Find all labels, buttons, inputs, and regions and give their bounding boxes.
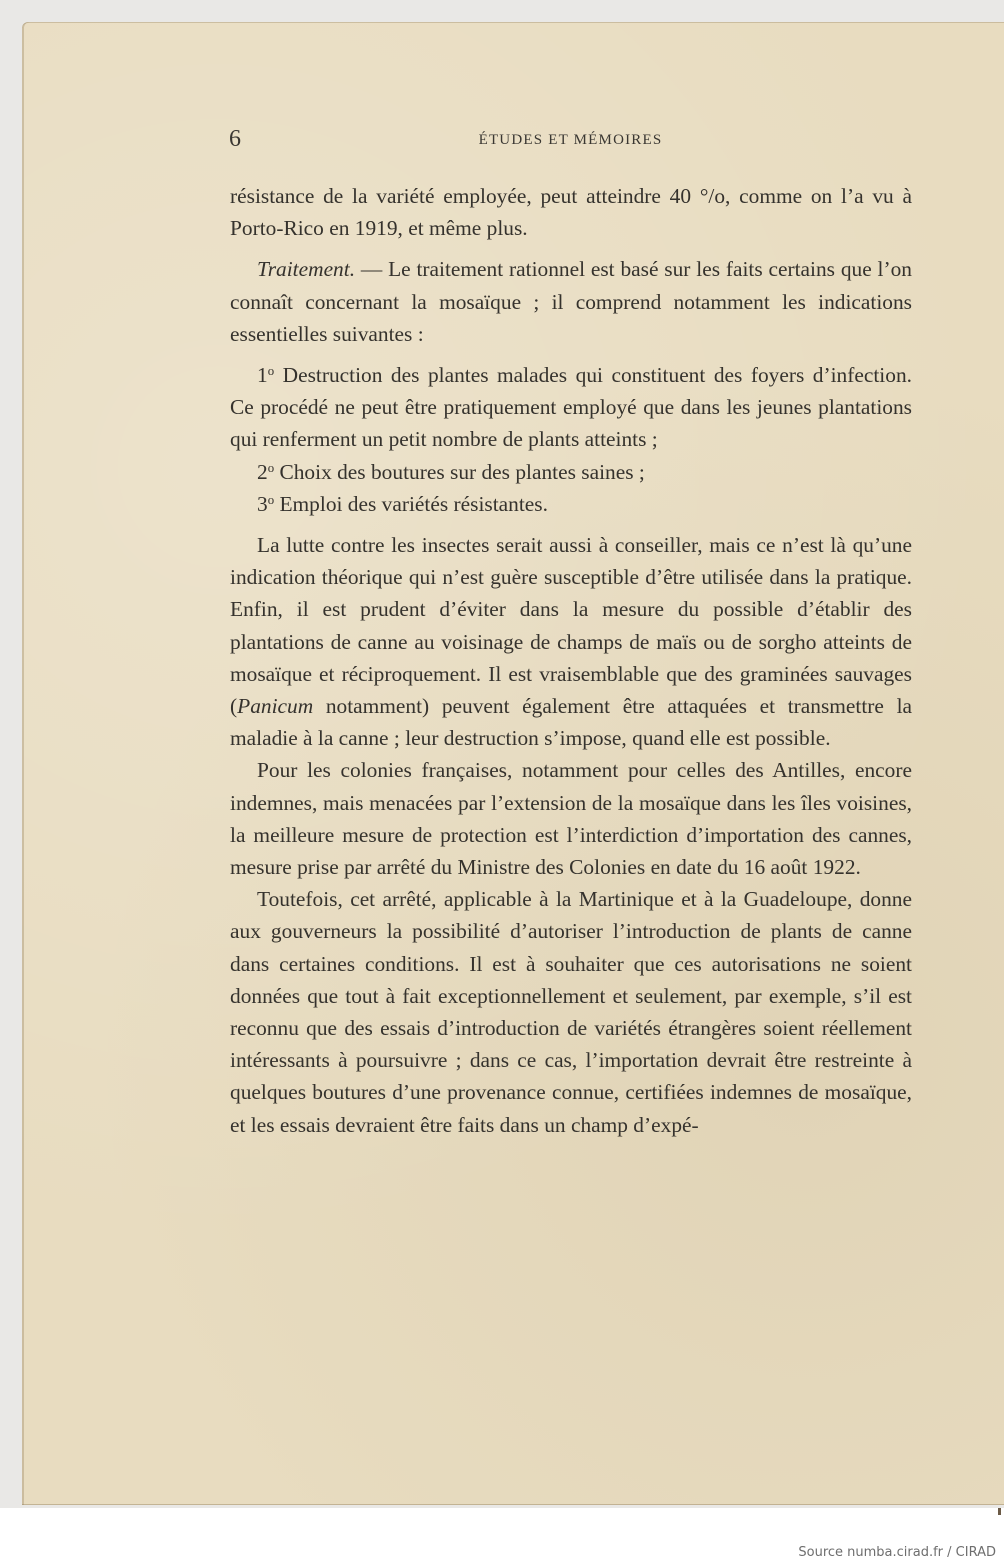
paragraph-treatment (230, 253, 912, 350)
list-item (230, 456, 912, 488)
paragraph (230, 529, 912, 754)
genus-name: Panicum (237, 694, 314, 719)
list-number: 3 (257, 491, 268, 516)
running-head (229, 124, 912, 154)
list-item-text: Emploi des variétés résistantes. (274, 491, 548, 516)
list-item (230, 488, 912, 520)
list-item (230, 359, 912, 456)
scan-artifact (998, 1508, 1001, 1515)
paragraph-text: notamment) peuvent également être attaquées et transmettre la maladie à la canne ; leur destruction s’impose, quand elle est possible. (230, 694, 912, 751)
ordinal-mark: o (267, 492, 275, 507)
ordinal-mark: o (267, 363, 275, 378)
source-credit: Source numba.cirad.fr / CIRAD (798, 1545, 996, 1560)
paragraph-text: — Le traitement rationnel est basé sur les faits certains que l’on connaît concernant la mosaïque ; il comprend notamment les indications essentielles suivantes : (230, 257, 912, 346)
paragraph-text: La lutte contre les insectes serait aussi à conseiller, mais ce n’est là qu’une indication théorique qui n’est guère susceptible d’être utilisée dans la pratique. Enfin, il est prudent d’éviter dans la mesure du possible d’établir des plantations de canne au voisinage de champs de maïs ou de sorgho atteints de mosaïque et réciproquement. Il est vraisemblable que des graminées sauvages ( (230, 533, 912, 719)
ordinal-mark: o (267, 460, 275, 475)
paragraph: Pour les colonies françaises, notamment pour celles des Antilles, encore indemnes, mais menacées par l’extension de la mosaïque dans les îles voisines, la meilleure mesure de protection est l’interdiction d’importation des cannes, mesure prise par arrêté du Ministre des Colonies en date du 16 août 1922. (230, 758, 912, 880)
running-head-title: ÉTUDES ET MÉMOIRES (478, 132, 663, 148)
list-item-text: Destruction des plantes malades qui constituent des foyers d’infection. Ce procédé ne peut être pratiquement employé que dans les jeunes plantations qui renferment un petit nombre de plants atteints ; (230, 363, 912, 452)
paragraph: Toutefois, cet arrêté, applicable à la Martinique et à la Guadeloupe, donne aux gouverneurs la possibilité d’autoriser l’introduction de plants de canne dans certaines conditions. Il est à souhaiter que ces autorisations ne soient données que tout à fait exceptionnellement et seulement, par exemple, s’il est reconnu que des essais d’introduction de variétés étrangères soient réellement intéressants à poursuivre ; dans ce cas, l’importation devrait être restreinte à quelques boutures d’une provenance connue, certifiées indemnes de mosaïque, et les essais devraient être faits dans un champ d’expé- (230, 887, 912, 1137)
list-number: 1 (257, 363, 268, 388)
section-lead: Traitement. (257, 257, 356, 282)
paragraph: résistance de la variété employée, peut atteindre 40 °/o, comme on l’a vu à Porto-Rico en 1919, et même plus. (230, 184, 912, 241)
body-text (230, 180, 912, 1141)
list-number: 2 (257, 459, 268, 484)
list-item-text: Choix des boutures sur des plantes saines ; (274, 459, 645, 484)
page-number: 6 (229, 126, 241, 152)
